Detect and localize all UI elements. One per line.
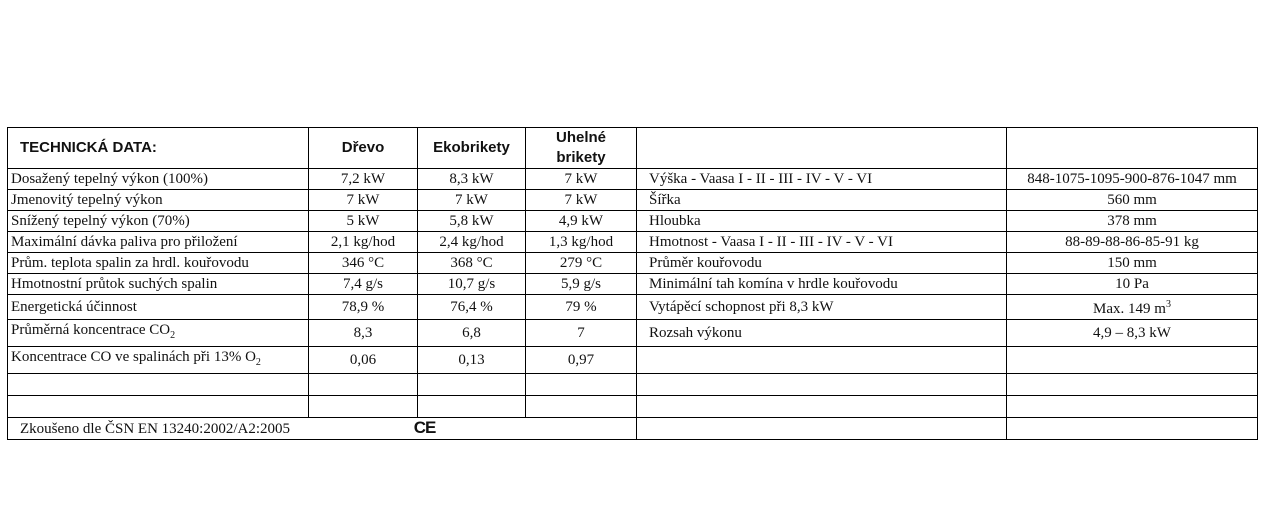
footer-cell: [8, 418, 637, 440]
fuel-header-ecobriquettes: Ekobrikety: [418, 128, 526, 169]
value-ecobriquettes: 2,4 kg/hod: [418, 232, 526, 253]
dimension-value: 378 mm: [1007, 211, 1258, 232]
value-coal-briquettes: 4,9 kW: [526, 211, 637, 232]
footer-row: [8, 418, 1258, 440]
value-ecobriquettes: 6,8: [418, 320, 526, 347]
dimension-value: 88-89-88-86-85-91 kg: [1007, 232, 1258, 253]
value-ecobriquettes: 5,8 kW: [418, 211, 526, 232]
param-label: [8, 320, 309, 347]
empty-cell: [8, 396, 309, 418]
value-wood: 8,3: [309, 320, 418, 347]
param-label: Jmenovitý tepelný výkon: [8, 190, 309, 211]
empty-cell: [418, 396, 526, 418]
value-wood: 0,06: [309, 347, 418, 374]
table-row: [8, 211, 1258, 232]
param-label: Prům. teplota spalin za hrdl. kouřovodu: [8, 253, 309, 274]
table-row: [8, 320, 1258, 347]
dimension-label: Hloubka: [637, 211, 1007, 232]
empty-cell: [309, 374, 418, 396]
dimension-label: Rozsah výkonu: [637, 320, 1007, 347]
dimension-value: 4,9 – 8,3 kW: [1007, 320, 1258, 347]
dimension-label: Výška - Vaasa I - II - III - IV - V - VI: [637, 169, 1007, 190]
param-label-text: Průměrná koncentrace CO: [11, 322, 171, 338]
fuel-header-coal-line1: Uhelné: [555, 129, 606, 146]
value-wood: 7,2 kW: [309, 169, 418, 190]
dimension-value: [1007, 295, 1258, 320]
technical-data-table: [7, 127, 1258, 440]
value-coal-briquettes: 1,3 kg/hod: [526, 232, 637, 253]
dimension-label: Šířka: [637, 190, 1007, 211]
param-label: Maximální dávka paliva pro přiložení: [8, 232, 309, 253]
empty-cell: [637, 396, 1007, 418]
table-row: [8, 295, 1258, 320]
value-ecobriquettes: 7 kW: [418, 190, 526, 211]
dimension-value: 848-1075-1095-900-876-1047 mm: [1007, 169, 1258, 190]
empty-cell: [1007, 374, 1258, 396]
fuel-header-coal-briquettes: [526, 128, 637, 169]
param-label: Dosažený tepelný výkon (100%): [8, 169, 309, 190]
value-wood: 7,4 g/s: [309, 274, 418, 295]
heating-capacity-value: Max. 149 m: [1093, 301, 1166, 317]
ce-mark-icon: CE: [413, 418, 436, 437]
value-coal-briquettes: 79 %: [526, 295, 637, 320]
param-label: Hmotnostní průtok suchých spalin: [8, 274, 309, 295]
table-row: [8, 169, 1258, 190]
unit-exponent: 3: [1165, 299, 1171, 310]
value-ecobriquettes: 0,13: [418, 347, 526, 374]
param-label: Energetická účinnost: [8, 295, 309, 320]
table-row-empty: [8, 396, 1258, 418]
dimension-label: [637, 347, 1007, 374]
dimension-value: 10 Pa: [1007, 274, 1258, 295]
empty-cell: [526, 396, 637, 418]
dimension-value: [1007, 347, 1258, 374]
value-coal-briquettes: 5,9 g/s: [526, 274, 637, 295]
empty-cell: [418, 374, 526, 396]
empty-cell: [526, 374, 637, 396]
header-empty-cell: [1007, 128, 1258, 169]
value-ecobriquettes: 76,4 %: [418, 295, 526, 320]
dimension-label: Hmotnost - Vaasa I - II - III - IV - V - VI: [637, 232, 1007, 253]
header-empty-cell: [637, 128, 1007, 169]
subscript: 2: [170, 330, 176, 341]
param-label: [8, 347, 309, 374]
value-wood: 7 kW: [309, 190, 418, 211]
table-row: [8, 347, 1258, 374]
value-wood: 78,9 %: [309, 295, 418, 320]
value-coal-briquettes: 7: [526, 320, 637, 347]
table-title: TECHNICKÁ DATA:: [8, 128, 309, 169]
dimension-label: Vytápěcí schopnost při 8,3 kW: [637, 295, 1007, 320]
empty-cell: [309, 396, 418, 418]
certification-text: Zkoušeno dle ČSN EN 13240:2002/A2:2005: [20, 421, 290, 437]
empty-cell: [637, 374, 1007, 396]
value-coal-briquettes: 7 kW: [526, 169, 637, 190]
table-row: [8, 253, 1258, 274]
table-row: [8, 190, 1258, 211]
value-wood: 2,1 kg/hod: [309, 232, 418, 253]
table-row: [8, 274, 1258, 295]
empty-cell: [1007, 396, 1258, 418]
dimension-value: 150 mm: [1007, 253, 1258, 274]
value-coal-briquettes: 0,97: [526, 347, 637, 374]
value-ecobriquettes: 10,7 g/s: [418, 274, 526, 295]
value-ecobriquettes: 368 °C: [418, 253, 526, 274]
param-label-text: Koncentrace CO ve spalinách při 13% O: [11, 349, 256, 365]
value-coal-briquettes: 279 °C: [526, 253, 637, 274]
subscript: 2: [255, 357, 261, 368]
value-wood: 5 kW: [309, 211, 418, 232]
value-wood: 346 °C: [309, 253, 418, 274]
header-row: [8, 128, 1258, 169]
empty-cell: [1007, 418, 1258, 440]
dimension-value: 560 mm: [1007, 190, 1258, 211]
param-label: Snížený tepelný výkon (70%): [8, 211, 309, 232]
value-ecobriquettes: 8,3 kW: [418, 169, 526, 190]
dimension-label: Minimální tah komína v hrdle kouřovodu: [637, 274, 1007, 295]
table-row-empty: [8, 374, 1258, 396]
table-row: [8, 232, 1258, 253]
fuel-header-coal-line2: brikety: [556, 149, 606, 166]
empty-cell: [637, 418, 1007, 440]
fuel-header-wood: Dřevo: [309, 128, 418, 169]
dimension-label: Průměr kouřovodu: [637, 253, 1007, 274]
empty-cell: [8, 374, 309, 396]
value-coal-briquettes: 7 kW: [526, 190, 637, 211]
